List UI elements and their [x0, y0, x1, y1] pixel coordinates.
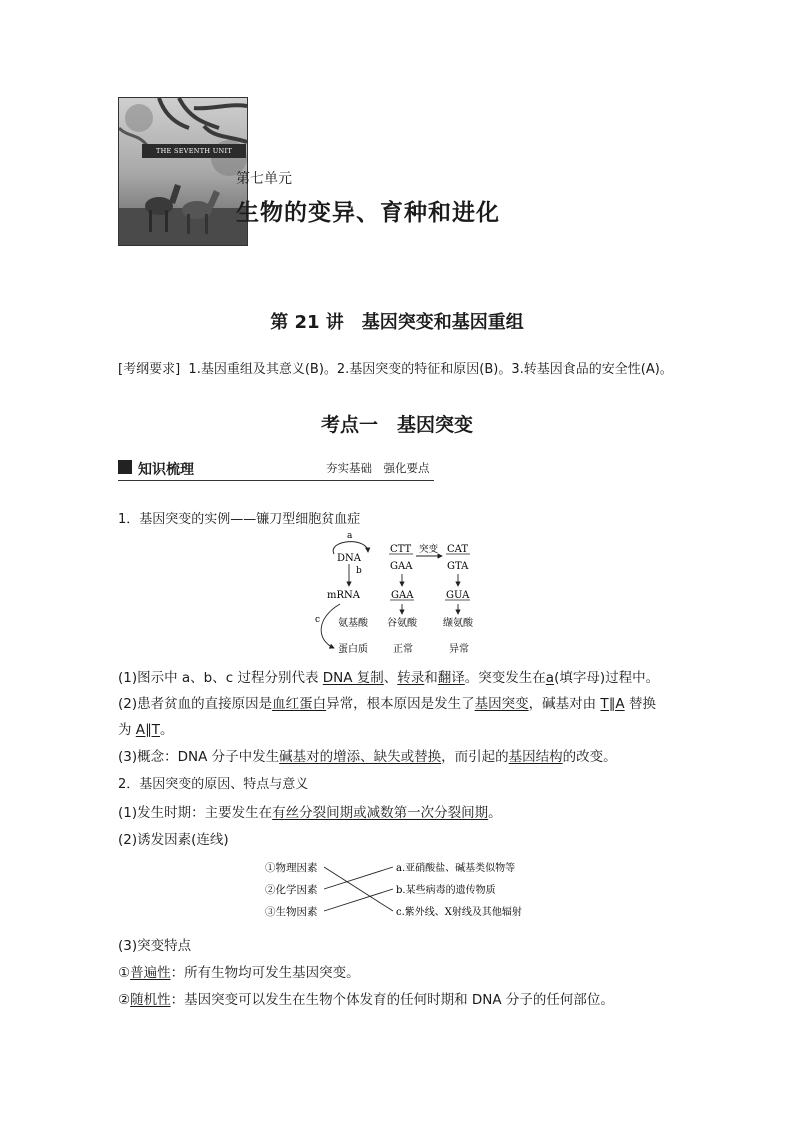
answer-base-pair-change: 碱基对的增添、缺失或替换: [279, 749, 442, 765]
unit-cover-image: [118, 97, 248, 246]
section2-heading: 2．基因突变的原因、特点与意义: [118, 777, 309, 792]
answer-t-a: T∥A: [600, 696, 625, 712]
requirements-text: 1.基因重组及其意义(B)。2.基因突变的特征和原因(B)。3.转基因食品的安全性(A)。: [188, 362, 673, 377]
seq-gaa-top: GAA: [390, 561, 413, 572]
match-line-2-a: [324, 867, 393, 889]
match-left-2: ②化学因素: [265, 884, 318, 896]
label-mrna: mRNA: [327, 590, 360, 601]
matching-diagram: [262, 852, 562, 926]
question-1-1: (1)图示中 a、b、c 过程分别代表 DNA 复制、转录和翻译。突变发生在a(填字母)过程中。: [118, 670, 660, 686]
label-protein: 蛋白质: [338, 644, 368, 655]
knowledge-subtitle: 夯实基础 强化要点: [326, 461, 430, 475]
label-a: a: [347, 531, 353, 541]
unit-title: 生物的变异、育种和进化: [236, 200, 500, 226]
answer-dna-replication: DNA 复制: [322, 670, 384, 686]
exam-requirements: [118, 358, 673, 377]
sickle-cell-diagram: [312, 528, 482, 658]
match-right-a: a.亚硝酸盐、碱基类似物等: [396, 863, 516, 874]
lecture-title: 第 21 讲 基因突变和基因重组: [270, 312, 524, 333]
label-c: c: [315, 615, 321, 625]
answer-translation: 翻译: [437, 670, 465, 686]
answer-interphase: 有丝分裂间期或减数第一次分裂间期: [272, 805, 489, 821]
question-2-2: (2)诱发因素(连线): [118, 832, 229, 848]
codon-gua: GUA: [446, 590, 470, 601]
match-left-1: ①物理因素: [265, 862, 318, 874]
codon-gaa: GAA: [391, 590, 414, 601]
amino-glu: 谷氨酸: [387, 618, 417, 629]
label-amino-acid: 氨基酸: [338, 618, 368, 629]
match-right-c: c.紫外线、X射线及其他辐射: [396, 907, 522, 918]
answer-a-t: A∥T: [135, 722, 161, 738]
answer-universality: 普遍性: [130, 965, 171, 981]
amino-val: 缬氨酸: [443, 618, 473, 629]
unit-number: 第七单元: [236, 171, 292, 187]
question-1-3: (3)概念：DNA 分子中发生碱基对的增添、缺失或替换，而引起的基因结构的改变。: [118, 749, 617, 765]
point-title: 考点一 基因突变: [320, 414, 473, 436]
match-right-b: b.某些病毒的遗传物质: [396, 885, 496, 896]
match-line-3-b: [324, 889, 393, 911]
requirements-tag: [考纲要求]: [118, 362, 181, 377]
knowledge-divider: [118, 480, 434, 481]
question-1-2-cont: 为 A∥T。: [118, 722, 174, 738]
seq-gta: GTA: [447, 561, 469, 572]
match-line-1-c: [324, 867, 393, 911]
answer-transcription: 转录: [397, 670, 425, 686]
answer-gene-mutation: 基因突变: [474, 696, 529, 712]
question-2-3: (3)突变特点: [118, 938, 192, 954]
question-1-2: (2)患者贫血的直接原因是血红蛋白异常，根本原因是发生了基因突变，碱基对由 T∥A 替换: [118, 696, 656, 712]
question-2-1: (1)发生时期：主要发生在有丝分裂间期或减数第一次分裂间期。: [118, 805, 502, 821]
seq-ctt: CTT: [390, 544, 412, 555]
label-normal: 正常: [393, 644, 413, 655]
answer-randomness: 随机性: [130, 992, 171, 1008]
section1-heading: 1．基因突变的实例——镰刀型细胞贫血症: [118, 512, 361, 527]
deer-photo-illustration: [119, 98, 247, 245]
seq-cat: CAT: [447, 544, 468, 555]
label-mutation: 突变: [419, 544, 439, 555]
label-b: b: [356, 566, 362, 576]
unit-image-label: THE SEVENTH UNIT: [142, 144, 246, 158]
answer-hemoglobin: 血红蛋白: [272, 696, 327, 712]
section-square-icon: [118, 460, 132, 474]
feature-randomness: ②随机性：基因突变可以发生在生物个体发育的任何时期和 DNA 分子的任何部位。: [118, 992, 614, 1008]
knowledge-title: 知识梳理: [138, 462, 194, 478]
feature-universality: ①普遍性：所有生物均可发生基因突变。: [118, 965, 360, 981]
answer-gene-structure: 基因结构: [508, 749, 563, 765]
answer-process-a: a: [545, 670, 555, 686]
match-left-3: ③生物因素: [265, 906, 318, 918]
label-abnormal: 异常: [449, 644, 469, 655]
label-dna: DNA: [337, 553, 361, 564]
